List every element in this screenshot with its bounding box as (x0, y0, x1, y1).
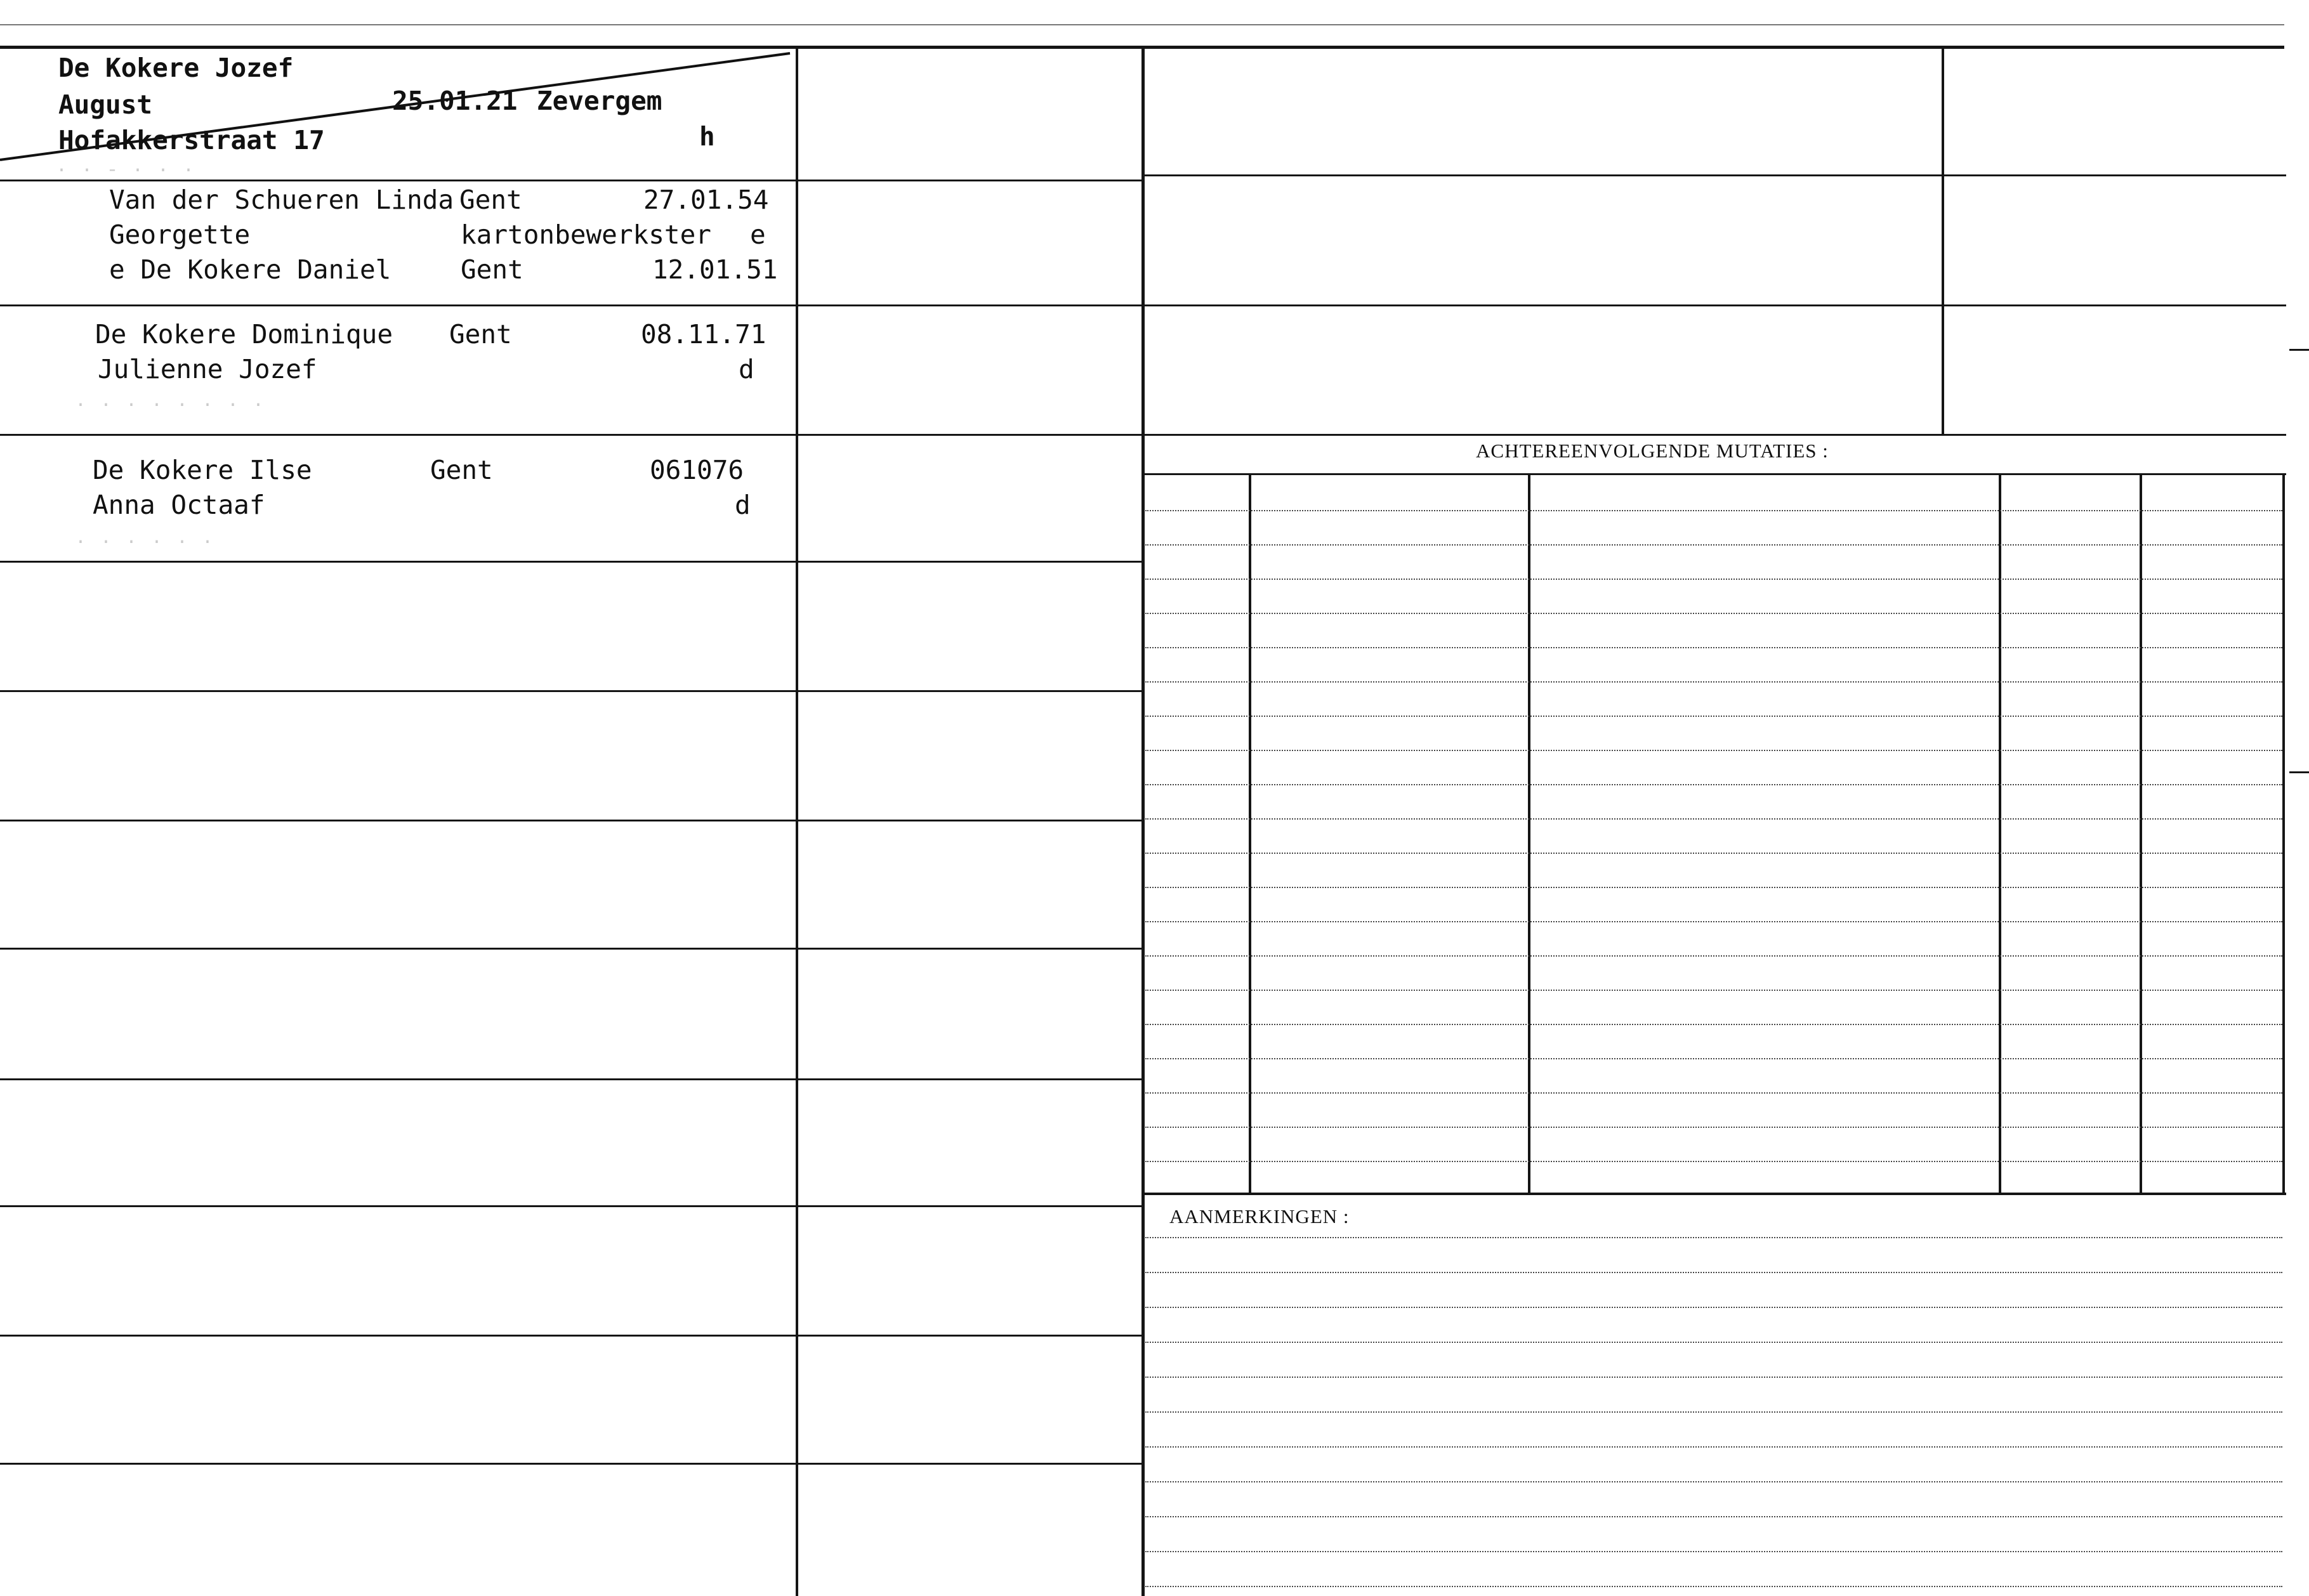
entry-4-birth-place: Gent (430, 455, 493, 485)
entry-4-birth-date: 061076 (650, 455, 744, 485)
entry-3-line-2: Julienne Jozef (98, 354, 317, 384)
mutation-rule-line (1145, 647, 2282, 648)
right-row-line-2 (1144, 304, 2286, 306)
mutation-rule-line (1145, 955, 2282, 957)
entry-2-line-3: e De Kokere Daniel (109, 254, 391, 285)
mutations-col-5 (2282, 474, 2285, 1194)
mid-row-line-8 (798, 1078, 1143, 1080)
entry-2-marriage-date: 12.01.51 (652, 254, 778, 285)
mutation-rule-line (1145, 716, 2282, 717)
mid-row-line-5 (798, 690, 1143, 692)
entry-2-occupation: kartonbewerkster (461, 219, 711, 250)
row-line-2 (0, 304, 797, 306)
mid-row-line-4 (798, 561, 1143, 563)
mutation-rule-line (1145, 1161, 2282, 1162)
mid-row-line-10 (798, 1335, 1143, 1337)
column-divider-3 (1942, 49, 1944, 434)
entry-spouse (0, 183, 793, 303)
mid-row-line-11 (798, 1463, 1143, 1465)
remark-rule-line (1145, 1586, 2282, 1587)
remark-rule-line (1145, 1237, 2282, 1238)
column-divider-1 (796, 49, 798, 1596)
entry-2-birth-place: Gent (459, 185, 522, 215)
entry-3-relation: d (739, 354, 754, 384)
entry-4-relation: d (735, 490, 751, 520)
mid-row-line-3 (798, 434, 1143, 436)
smudge-3: · · · · · · (75, 532, 215, 553)
remark-rule-line (1145, 1377, 2282, 1378)
mutations-col-2 (1528, 474, 1530, 1194)
remark-rule-line (1145, 1446, 2282, 1448)
mutation-rule-line (1145, 990, 2282, 991)
right-margin-tick-1 (2289, 349, 2309, 351)
row-line-6 (0, 820, 797, 821)
mutation-rule-line (1145, 1024, 2282, 1025)
entry-head-of-household (0, 51, 793, 178)
mutations-col-4 (2140, 474, 2142, 1194)
right-row-line-3 (1144, 434, 2286, 436)
entry-1-line-2: August (58, 89, 153, 120)
remark-rule-line (1145, 1551, 2282, 1552)
row-line-5 (0, 690, 797, 692)
entry-1-relation: h (699, 121, 715, 152)
entry-3-birth-date: 08.11.71 (641, 319, 766, 350)
row-line-11 (0, 1463, 797, 1465)
mutations-heading: ACHTEREENVOLGENDE MUTATIES : (1476, 440, 1829, 462)
mutation-rule-line (1145, 1058, 2282, 1059)
row-line-8 (0, 1078, 797, 1080)
entry-4-line-1: De Kokere Ilse (93, 455, 312, 485)
row-line-4 (0, 561, 797, 563)
remark-rule-line (1145, 1342, 2282, 1343)
strike-through-line (0, 51, 793, 178)
entry-1-birth-date: 25.01.21 (392, 86, 518, 116)
entry-3-birth-place: Gent (449, 319, 512, 350)
top-edge-mark (0, 24, 2284, 25)
mutation-rule-line (1145, 579, 2282, 580)
mid-row-line-6 (798, 820, 1143, 821)
mutation-rule-line (1145, 921, 2282, 922)
remark-rule-line (1145, 1307, 2282, 1308)
right-margin-tick-2 (2289, 771, 2309, 773)
smudge-2: · · · · · · · · (75, 395, 266, 416)
mid-row-line-9 (798, 1205, 1143, 1207)
mid-row-line-7 (798, 948, 1143, 950)
remark-rule-line (1145, 1411, 2282, 1413)
mutation-rule-line (1145, 681, 2282, 683)
mutation-rule-line (1145, 1092, 2282, 1094)
entry-1-line-1: De Kokere Jozef (58, 53, 294, 83)
mutation-rule-line (1145, 544, 2282, 546)
mutation-rule-line (1145, 613, 2282, 614)
mid-row-line-2 (798, 304, 1143, 306)
entry-1-line-3: Hofakkerstraat 17 (58, 125, 325, 155)
row-line-3 (0, 434, 797, 436)
mutations-top-line (1144, 473, 2286, 475)
remark-rule-line (1145, 1272, 2282, 1273)
mutation-rule-line (1145, 784, 2282, 785)
row-line-10 (0, 1335, 797, 1337)
entry-2-line-1: Van der Schueren Linda (109, 185, 454, 215)
mutation-rule-line (1145, 510, 2282, 511)
entry-1-birth-place: Zevergem (537, 86, 662, 116)
row-line-9 (0, 1205, 797, 1207)
smudge-1: · · - · · · (56, 160, 196, 181)
remark-rule-line (1145, 1481, 2282, 1482)
entry-3-line-1: De Kokere Dominique (95, 319, 393, 350)
mutation-rule-line (1145, 887, 2282, 888)
entry-2-birth-date: 27.01.54 (643, 185, 769, 215)
mutations-col-3 (1999, 474, 2001, 1194)
mutation-rule-line (1145, 853, 2282, 854)
column-divider-2 (1141, 49, 1145, 1596)
mid-row-line-1 (798, 180, 1143, 181)
remark-rule-line (1145, 1516, 2282, 1517)
row-line-7 (0, 948, 797, 950)
remarks-heading: AANMERKINGEN : (1169, 1205, 1350, 1227)
mutation-rule-line (1145, 750, 2282, 751)
entry-2-marriage-place: Gent (461, 254, 523, 285)
right-row-line-1 (1144, 174, 2286, 176)
mutation-rule-line (1145, 818, 2282, 820)
entry-4-line-2: Anna Octaaf (93, 490, 265, 520)
entry-2-line-2: Georgette (109, 219, 251, 250)
mutations-bottom-line (1144, 1193, 2286, 1195)
entry-2-relation: e (750, 219, 766, 250)
mutations-col-1 (1249, 474, 1251, 1194)
mutation-rule-line (1145, 1127, 2282, 1128)
